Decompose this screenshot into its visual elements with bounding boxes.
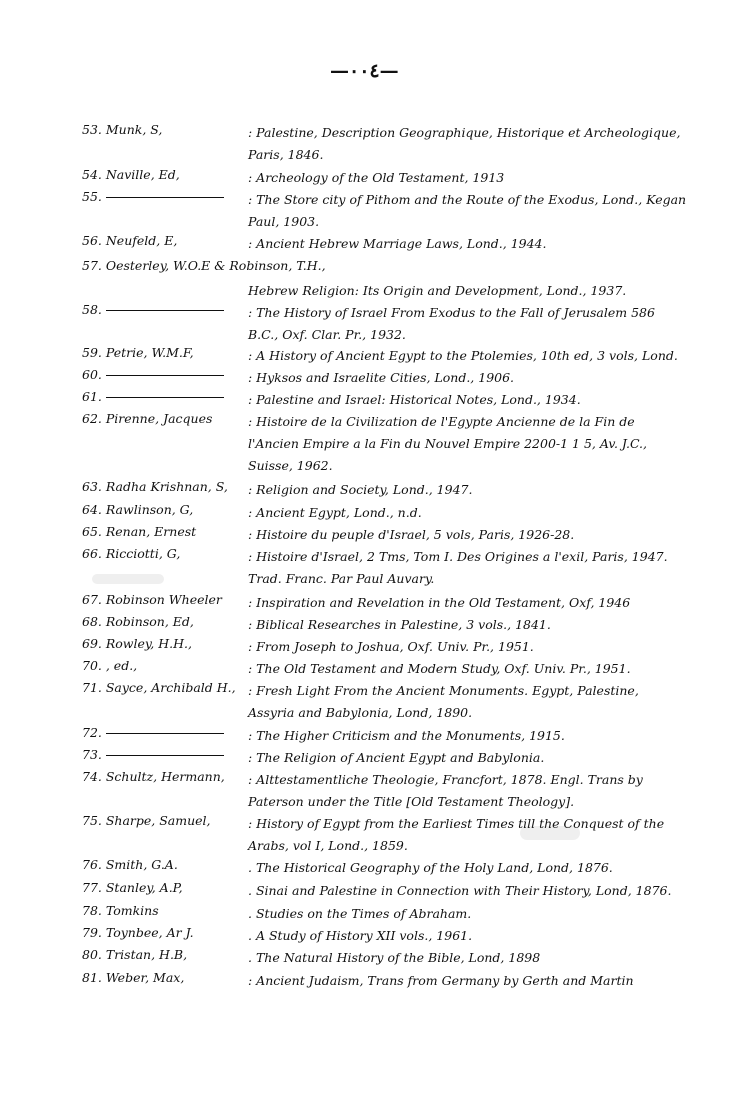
entry-author: 74. Schultz, Hermann, <box>82 769 225 784</box>
entry-title: : Fresh Light From the Ancient Monuments. Egypt, Palestine, Assyria and Babylonia, Lond, 1890. <box>248 683 639 720</box>
entry-author: 65. Renan, Ernest <box>82 524 197 539</box>
entry-author: 73. <box>82 747 247 762</box>
ink-smudge <box>92 574 164 584</box>
entry-author: 75. Sharpe, Samuel, <box>82 813 211 828</box>
entry-author: 62. Pirenne, Jacques <box>82 411 213 426</box>
ditto-rule <box>106 375 224 376</box>
entry-title: . Sinai and Palestine in Connection with Their History, Lond, 1876. <box>248 883 672 898</box>
entry-title: : From Joseph to Joshua, Oxf. Univ. Pr., 1951. <box>248 639 534 654</box>
entry-title: : Biblical Researches in Palestine, 3 vols., 1841. <box>248 617 551 632</box>
entry-title: . The Historical Geography of the Holy Land, Lond, 1876. <box>248 860 613 875</box>
entry-title: : Histoire de la Civilization de l'Egypte Ancienne de la Fin de l'Ancien Empire a la Fin du Nouvel Empire 2200-1 1 5, Av. J.C., Suisse, 1962. <box>248 414 648 473</box>
entry-author: 61. <box>82 389 247 404</box>
entry-author: 54. Naville, Ed, <box>82 167 180 182</box>
entry-title: : Histoire d'Israel, 2 Tms, Tom I. Des Origines a l'exil, Paris, 1947. Trad. Franc. Par Paul Auvary. <box>248 549 668 586</box>
entry-author: 72. <box>82 725 247 740</box>
entry-title: : A History of Ancient Egypt to the Ptolemies, 10th ed, 3 vols, Lond. <box>248 348 678 363</box>
entry-title: : The History of Israel From Exodus to the Fall of Jerusalem 586 B.C., Oxf. Clar. Pr., 1932. <box>248 305 655 342</box>
entry-author: 56. Neufeld, E, <box>82 233 178 248</box>
ditto-rule <box>106 733 224 734</box>
entry-author: 69. Rowley, H.H., <box>82 636 192 651</box>
entry-title: : Histoire du peuple d'Israel, 5 vols, Paris, 1926-28. <box>248 527 575 542</box>
entry-author: 77. Stanley, A.P, <box>82 880 183 895</box>
entry-title: . A Study of History XII vols., 1961. <box>248 928 473 943</box>
entry-author: 58. <box>82 302 247 317</box>
entry-author: 66. Ricciotti, G, <box>82 546 181 561</box>
entry-title: . Studies on the Times of Abraham. <box>248 906 472 921</box>
entry-author: 64. Rawlinson, G, <box>82 502 194 517</box>
ink-smudge <box>520 826 580 840</box>
entry-title: : Religion and Society, Lond., 1947. <box>248 482 473 497</box>
entry-author: 59. Petrie, W.M.F, <box>82 345 194 360</box>
entry-title: : The Store city of Pithom and the Route of the Exodus, Lond., Kegan Paul, 1903. <box>248 192 687 229</box>
entry-author: 67. Robinson Wheeler <box>82 592 222 607</box>
entry-title: : Ancient Judaism, Trans from Germany by Gerth and Martin <box>248 973 634 988</box>
entry-author: 81. Weber, Max, <box>82 970 185 985</box>
ditto-rule <box>106 755 224 756</box>
ditto-rule <box>106 197 224 198</box>
entry-title: : Archeology of the Old Testament, 1913 <box>248 170 505 185</box>
entry-title: : The Old Testament and Modern Study, Oxf. Univ. Pr., 1951. <box>248 661 631 676</box>
entry-title: : History of Egypt from the Earliest Times till the Conquest of the Arabs, vol I, Lond., 1859. <box>248 816 665 853</box>
entry-author: 79. Toynbee, Ar J. <box>82 925 194 940</box>
entry-author: 70. , ed., <box>82 658 138 673</box>
entry-title: : The Religion of Ancient Egypt and Babylonia. <box>248 750 545 765</box>
entry-title: : Palestine, Description Geographique, Historique et Archeologique, Paris, 1846. <box>248 125 681 162</box>
entry-author: 55. <box>82 189 247 204</box>
entry-author: 57. Oesterley, W.O.E & Robinson, T.H., <box>82 258 326 273</box>
entry-title: Hebrew Religion: Its Origin and Development, Lond., 1937. <box>248 283 627 298</box>
entry-author: 80. Tristan, H.B, <box>82 947 188 962</box>
entry-title: : Hyksos and Israelite Cities, Lond., 1906. <box>248 370 515 385</box>
entry-author: 76. Smith, G.A. <box>82 857 178 872</box>
entry-author: 60. <box>82 367 247 382</box>
entry-author: 68. Robinson, Ed, <box>82 614 194 629</box>
entry-title: : The Higher Criticism and the Monuments, 1915. <box>248 728 565 743</box>
ditto-rule <box>106 310 224 311</box>
page-number: —٠٠٤— <box>330 60 399 82</box>
entry-title: : Palestine and Israel: Historical Notes, Lond., 1934. <box>248 392 581 407</box>
entry-author: 53. Munk, S, <box>82 122 163 137</box>
entry-title: : Ancient Egypt, Lond., n.d. <box>248 505 422 520</box>
entry-author: 78. Tomkins <box>82 903 159 918</box>
entry-title: : Inspiration and Revelation in the Old Testament, Oxf, 1946 <box>248 595 631 610</box>
entry-author: 71. Sayce, Archibald H., <box>82 680 236 695</box>
entry-title: : Ancient Hebrew Marriage Laws, Lond., 1944. <box>248 236 547 251</box>
ditto-rule <box>106 397 224 398</box>
entry-title: . The Natural History of the Bible, Lond, 1898 <box>248 950 541 965</box>
entry-author: 63. Radha Krishnan, S, <box>82 479 228 494</box>
entry-title: : Alttestamentliche Theologie, Francfort, 1878. Engl. Trans by Paterson under the Title [Old Testament Theology]. <box>248 772 643 809</box>
